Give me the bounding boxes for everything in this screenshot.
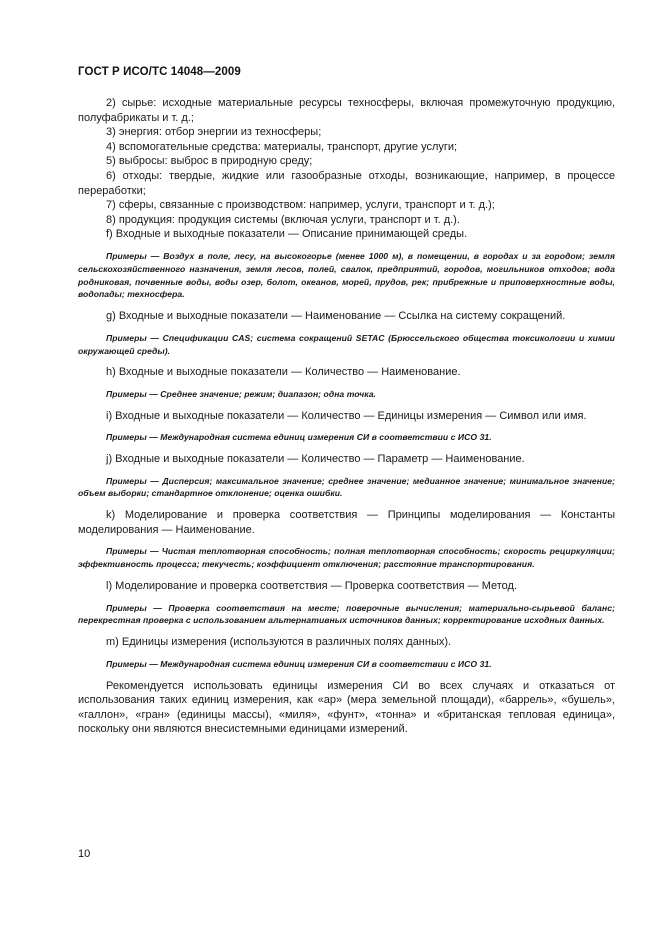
paragraph: k) Моделирование и проверка соответствия — Принципы моделирования — Константы моделирования — Наименование. (78, 509, 615, 536)
example-note: Примеры — Спецификации CAS; система сокращений SETAC (Брюссельского общества токсикологии и химии окружающей среды). (78, 332, 615, 356)
spacer (78, 571, 615, 579)
spacer (78, 537, 615, 545)
spacer (78, 242, 615, 250)
paragraph: 3) энергия: отбор энергии из техносферы; (106, 126, 322, 139)
spacer (78, 500, 615, 508)
page-number: 10 (78, 848, 91, 860)
spacer (78, 324, 615, 332)
spacer (78, 357, 615, 365)
page-header-title: ГОСТ Р ИСО/ТС 14048—2009 (78, 66, 241, 78)
paragraph: 4) вспомогательные средства: материалы, транспорт, другие услуги; (106, 140, 458, 153)
paragraph: m) Единицы измерения (используются в различных полях данных). (106, 636, 452, 649)
paragraph: 2) сырье: исходные материальные ресурсы техносферы, включая промежуточную продукцию, полуфабрикаты и т. д.; (78, 97, 615, 124)
example-note: Примеры — Воздух в поле, лесу, на высокогорье (менее 1000 м), в помещении, в городах и за городом; земля сельскохозяйственного назначения, земля лесов, полей, свалок, предприятий, городов, могильников отходов; вода родниковая, почвенные воды, воды озер, болот, океанов, морей, прудов, рек; прибрежные и приповерхностные воды, водопады; техносфера. (78, 250, 615, 300)
example-note: Примеры — Среднее значение; режим; диапазон; одна точка. (106, 388, 376, 399)
spacer (78, 380, 615, 388)
paragraph: j) Входные и выходные показатели — Количество — Параметр — Наименование. (106, 453, 525, 466)
spacer (78, 401, 615, 409)
spacer (78, 594, 615, 602)
paragraph: h) Входные и выходные показатели — Количество — Наименование. (106, 366, 461, 379)
paragraph: Рекомендуется использовать единицы измерения СИ во всех случаях и отказаться от использования таких единиц измерения, как «ар» (мера земельной площади), «баррель», «бушель», «галлон», «гран» (единицы массы), «миля», «фунт», «тонна» и «британская тепловая единица», поскольку они являются внесистемными единицами измерений. (78, 679, 615, 736)
spacer (78, 423, 615, 431)
example-note: Примеры — Международная система единиц измерения СИ в соответствии с ИСО 31. (106, 432, 492, 443)
spacer (78, 650, 615, 658)
paragraph: i) Входные и выходные показатели — Количество — Единицы измерения — Символ или имя. (106, 409, 587, 422)
spacer (78, 444, 615, 452)
example-note: Примеры — Проверка соответствия на месте; поверочные вычисления; материально-сырьевой баланс; перекрестная проверка с использованием альтернативных источников данных; корректирование исходных данных. (78, 602, 615, 626)
example-note: Примеры — Чистая теплотворная способность; полная теплотворная способность; скорость рециркуляции; эффективность процесса; текучесть; коэффициент отключения; расстояние транспортирования. (78, 546, 615, 570)
spacer (78, 671, 615, 679)
example-note: Примеры — Дисперсия; максимальное значение; среднее значение; медианное значение; минимальное значение; объем выборки; стандартное отклонение; оценка ошибки. (78, 475, 615, 499)
spacer (78, 301, 615, 309)
spacer (78, 627, 615, 635)
spacer (78, 467, 615, 475)
paragraph: 7) сферы, связанные с производством: например, услуги, транспорт и т. д.); (106, 199, 495, 212)
example-note: Примеры — Международная система единиц измерения СИ в соответствии с ИСО 31. (106, 658, 492, 669)
paragraph: f) Входные и выходные показатели — Описание принимающей среды. (106, 228, 468, 241)
paragraph: l) Моделирование и проверка соответствия — Проверка соответствия — Метод. (106, 580, 518, 593)
paragraph: 8) продукция: продукция системы (включая услуги, транспорт и т. д.). (106, 213, 460, 226)
paragraph: 5) выбросы: выброс в природную среду; (106, 155, 313, 168)
paragraph: 6) отходы: твердые, жидкие или газообразные отходы, возникающие, например, в процессе переработки; (78, 169, 615, 197)
paragraph: g) Входные и выходные показатели — Наименование — Ссылка на систему сокращений. (106, 310, 566, 323)
document-body (78, 96, 615, 737)
